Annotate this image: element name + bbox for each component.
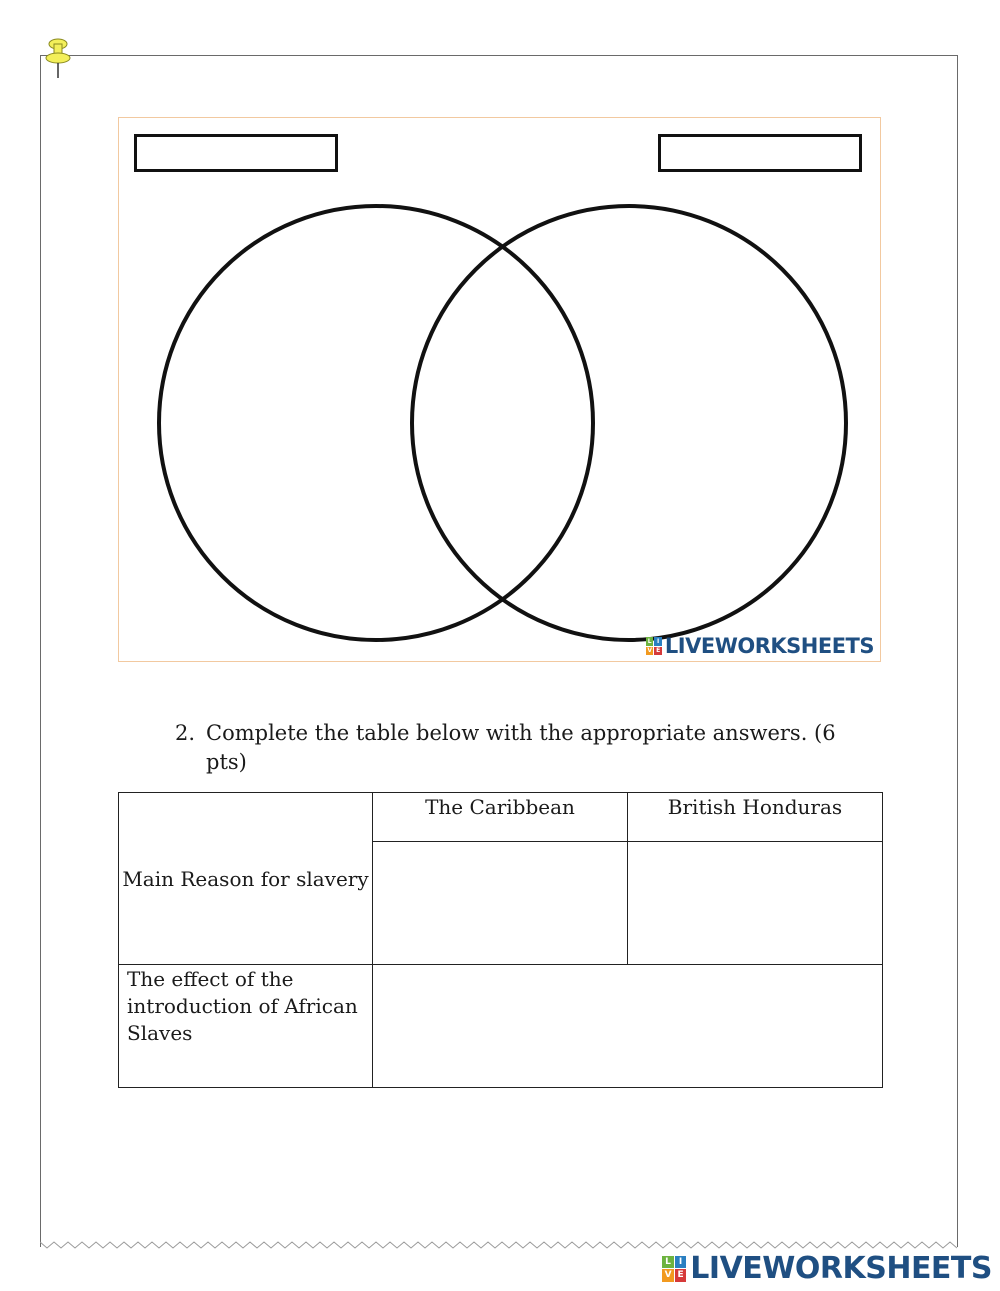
- liveworksheets-mark-icon: [646, 637, 662, 655]
- venn-label-right[interactable]: [658, 134, 862, 172]
- column-header: [373, 793, 628, 842]
- row-header: [119, 793, 373, 965]
- logo-letter: I: [675, 1256, 687, 1269]
- column-header: [628, 793, 883, 842]
- venn-circles: [119, 118, 882, 663]
- liveworksheets-logo: [662, 1251, 992, 1286]
- logo-letter: V: [662, 1269, 674, 1282]
- table-row: [119, 965, 883, 1088]
- answer-cell-honduras-reason[interactable]: [628, 842, 883, 965]
- logo-letter: L: [662, 1256, 674, 1269]
- liveworksheets-mark-icon: [662, 1256, 686, 1282]
- row-label: The effect of the introduction of African Slaves: [127, 967, 358, 1045]
- brand-text: LIVEWORKSHEETS: [664, 634, 874, 658]
- question-number: 2.: [175, 721, 196, 745]
- table-row: [119, 793, 883, 842]
- venn-circle-left: [159, 206, 593, 640]
- liveworksheets-logo-small: [646, 634, 874, 658]
- venn-circle-right: [412, 206, 846, 640]
- pushpin-icon[interactable]: [44, 38, 72, 80]
- question-text: Complete the table below with the appropriate answers. (6 pts): [206, 721, 836, 774]
- row-header: [119, 965, 373, 1088]
- answer-cell-effect[interactable]: [373, 965, 883, 1088]
- venn-diagram: [118, 117, 881, 662]
- venn-label-left[interactable]: [134, 134, 338, 172]
- column-header-text: The Caribbean: [425, 795, 575, 819]
- logo-letter: I: [654, 637, 662, 646]
- answer-table: [118, 792, 883, 1088]
- row-label: Main Reason for slavery: [122, 866, 369, 891]
- logo-letter: L: [647, 637, 652, 645]
- logo-letter: E: [675, 1269, 687, 1282]
- torn-edge-decoration: [40, 1238, 958, 1252]
- brand-text: LIVEWORKSHEETS: [690, 1251, 992, 1286]
- column-header-text: British Honduras: [667, 795, 843, 819]
- answer-cell-caribbean-reason[interactable]: [373, 842, 628, 965]
- logo-letter: V: [647, 647, 652, 655]
- logo-letter: E: [656, 647, 661, 655]
